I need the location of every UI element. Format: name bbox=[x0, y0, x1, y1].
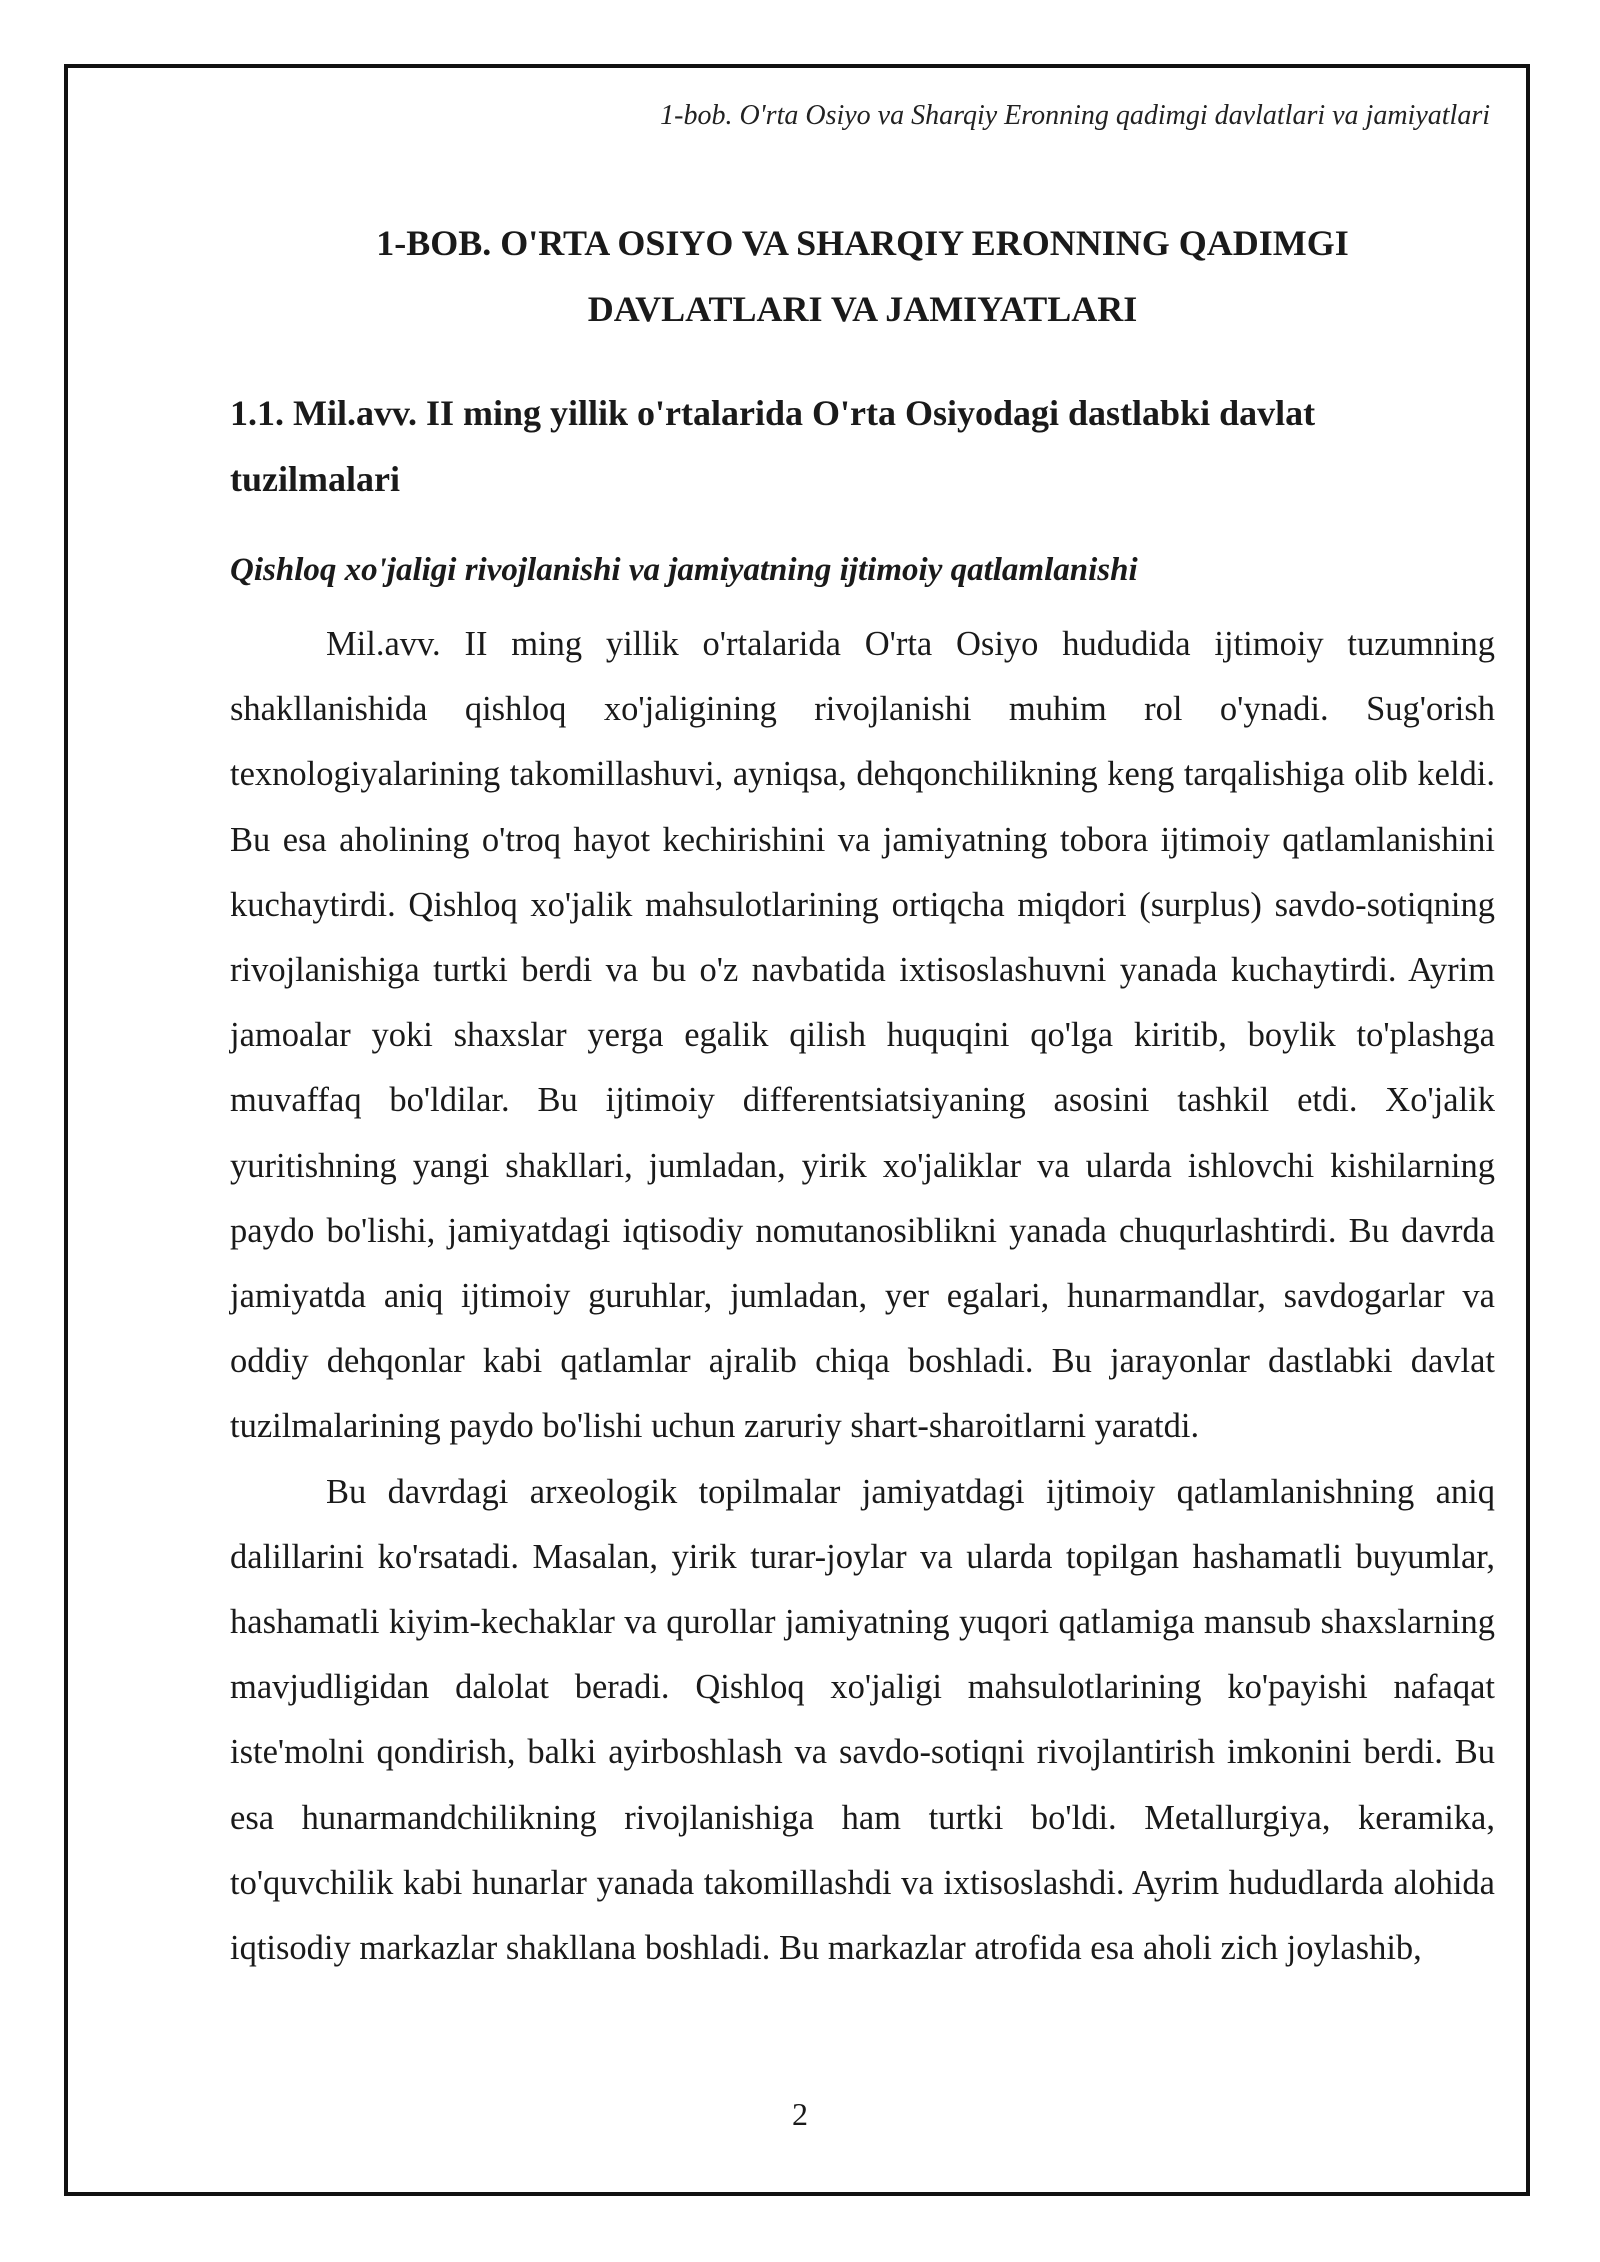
paragraph-1: Mil.avv. II ming yillik o'rtalarida O'rta Osiyo hududida ijtimoiy tuzumning shakllanishida qishloq xo'jaligining rivojlanishi muhim rol o'ynadi. Sug'orish texnologiyalarining takomillashuvi, ayniqsa, dehqonchilikning keng tarqalishiga olib keldi. Bu esa aholining o'troq hayot kechirishini va jamiyatning tobora ijtimoiy qatlamlanishini kuchaytirdi. Qishloq xo'jalik mahsulotlarining ortiqcha miqdori (surplus) savdo-sotiqning rivojlanishiga turtki berdi va bu o'z navbatida ixtisoslashuvni yanada kuchaytirdi. Ayrim jamoalar yoki shaxslar yerga egalik qilish huquqini qo'lga kiritib, boylik to'plashga muvaffaq bo'ldilar. Bu ijtimoiy differentsiatsiyaning asosini tashkil etdi. Xo'jalik yuritishning yangi shakllari, jumladan, yirik xo'jaliklar va ularda ishlovchi kishilarning paydo bo'lishi, jamiyatdagi iqtisodiy nomutanosiblikni yanada chuqurlashtirdi. Bu davrda jamiyatda aniq ijtimoiy guruhlar, jumladan, yer egalari, hunarmandlar, savdogarlar va oddiy dehqonlar kabi qatlamlar ajralib chiqa boshladi. Bu jarayonlar dastlabki davlat tuzilmalarining paydo bo'lishi uchun zaruriy shart-sharoitlarni yaratdi. bbox=[230, 625, 1495, 1446]
chapter-title-line-1: 1-BOB. O'RTA OSIYO VA SHARQIY ERONNING QADIMGI bbox=[376, 223, 1349, 263]
body-text bbox=[230, 612, 1495, 1981]
running-header: 1-bob. O'rta Osiyo va Sharqiy Eronning qadimgi davlatlari va jamiyatlari bbox=[660, 100, 1490, 131]
chapter-title bbox=[230, 210, 1495, 342]
section-title-line-1: 1.1. Mil.avv. II ming yillik o'rtalarida O'rta Osiyodagi dastlabki davlat bbox=[230, 393, 1316, 433]
subsection-title: Qishloq xo'jaligi rivojlanishi va jamiyatning ijtimoiy qatlamlanishi bbox=[230, 552, 1138, 588]
paragraph-2: Bu davrdagi arxeologik topilmalar jamiyatdagi ijtimoiy qatlamlanishning aniq dalillarini ko'rsatadi. Masalan, yirik turar-joylar va ularda topilgan hashamatli buyumlar, hashamatli kiyim-kechaklar va qurollar jamiyatning yuqori qatlamiga mansub shaxslarning mavjudligidan dalolat beradi. Qishloq xo'jaligi mahsulotlarining ko'payishi nafaqat iste'molni qondirish, balki ayirboshlash va savdo-sotiqni rivojlantirish imkonini berdi. Bu esa hunarmandchilikning rivojlanishiga ham turtki bo'ldi. Metallurgiya, keramika, to'quvchilik kabi hunarlar yanada takomillashdi va ixtisoslashdi. Ayrim hududlarda alohida iqtisodiy markazlar shakllana boshladi. Bu markazlar atrofida esa aholi zich joylashib, bbox=[230, 1472, 1495, 1968]
section-title bbox=[230, 380, 1495, 512]
section-title-line-2: tuzilmalari bbox=[230, 459, 400, 499]
chapter-title-line-2: DAVLATLARI VA JAMIYATLARI bbox=[587, 289, 1138, 329]
page-number: 2 bbox=[792, 2096, 808, 2132]
